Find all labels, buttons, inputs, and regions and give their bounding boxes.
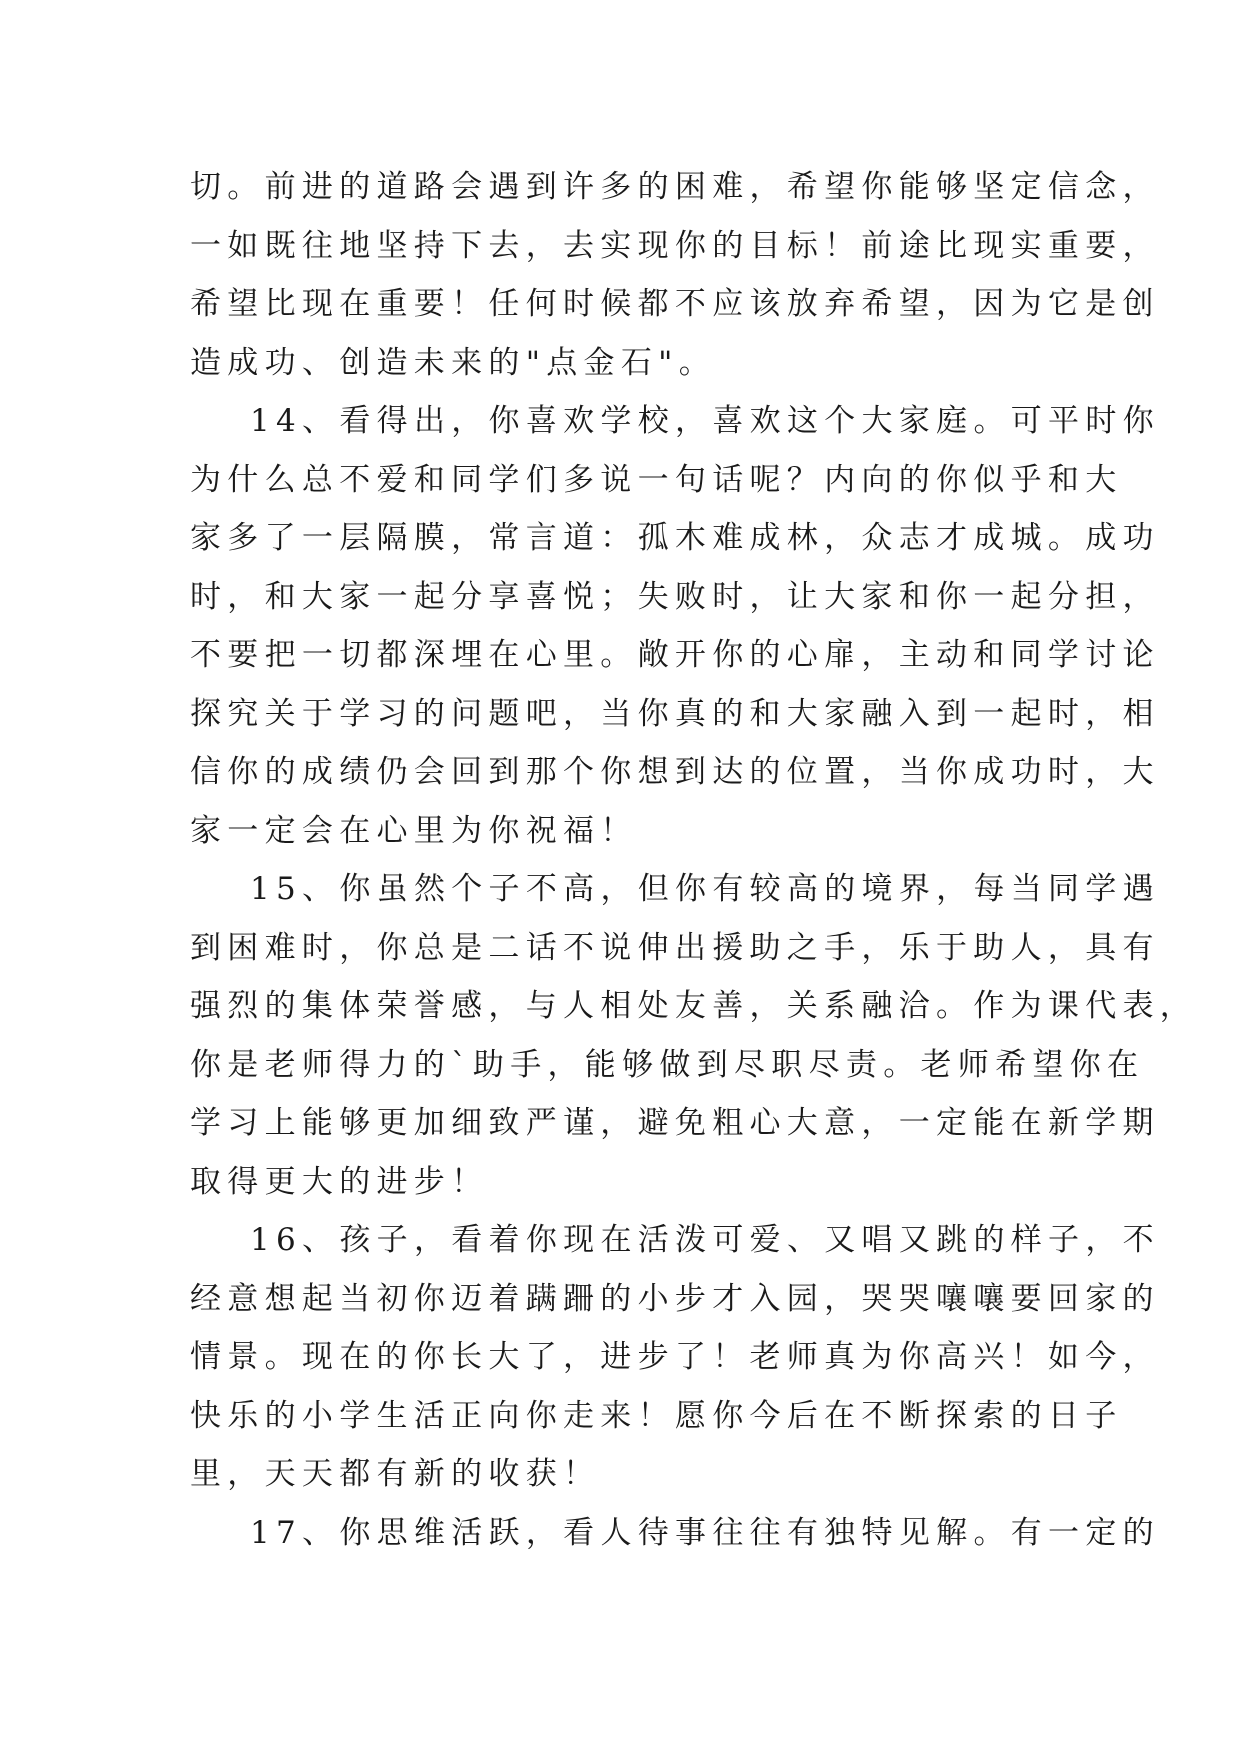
text-line: 情景。现在的你长大了，进步了！老师真为你高兴！如今， <box>190 1339 1160 1375</box>
paragraph-first-line: 14、看得出，你喜欢学校，喜欢这个大家庭。可平时你 <box>250 403 1160 439</box>
text-line: 里，天天都有新的收获！ <box>190 1456 601 1492</box>
text-line: 探究关于学习的问题吧，当你真的和大家融入到一起时，相 <box>190 695 1160 732</box>
text-line: 切。前进的道路会遇到许多的困难，希望你能够坚定信念， <box>190 169 1160 205</box>
text-line: 经意想起当初你迈着蹒跚的小步才入园，哭哭嚷嚷要回家的 <box>190 1280 1160 1317</box>
text-line: 家多了一层隔膜，常言道：孤木难成林，众志才成城。成功 <box>190 520 1160 556</box>
text-line: 信你的成绩仍会回到那个你想到达的位置，当你成功时，大 <box>190 754 1160 790</box>
text-line: 造成功、创造未来的"点金石"。 <box>190 344 717 381</box>
text-line: 家一定会在心里为你祝福！ <box>190 812 638 849</box>
text-line: 强烈的集体荣誉感，与人相处友善，关系融洽。作为课代表， <box>190 988 1198 1024</box>
paragraph-first-line: 16、孩子，看着你现在活泼可爱、又唱又跳的样子，不 <box>250 1222 1160 1258</box>
text-line: 快乐的小学生活正向你走来！愿你今后在不断探索的日子 <box>190 1397 1123 1434</box>
document-body <box>190 158 1198 1562</box>
text-line: 到困难时，你总是二话不说伸出援助之手，乐于助人，具有 <box>190 929 1160 966</box>
paragraph-first-line: 15、你虽然个子不高，但你有较高的境界，每当同学遇 <box>250 871 1160 907</box>
text-line: 希望比现在重要！任何时候都不应该放弃希望，因为它是创 <box>190 286 1160 322</box>
text-line: 学习上能够更加细致严谨，避免粗心大意，一定能在新学期 <box>190 1105 1160 1141</box>
text-line: 为什么总不爱和同学们多说一句话呢？内向的你似乎和大 <box>190 461 1123 498</box>
text-line: 不要把一切都深埋在心里。敞开你的心扉，主动和同学讨论 <box>190 637 1160 673</box>
text-line: 时，和大家一起分享喜悦；失败时，让大家和你一起分担， <box>190 578 1160 615</box>
paragraph-first-line: 17、你思维活跃，看人待事往往有独特见解。有一定的 <box>250 1514 1160 1551</box>
text-line: 你是老师得力的`助手，能够做到尽职尽责。老师希望你在 <box>190 1046 1145 1083</box>
text-line: 一如既往地坚持下去，去实现你的目标！前途比现实重要， <box>190 227 1160 264</box>
text-line: 取得更大的进步！ <box>190 1163 489 1200</box>
